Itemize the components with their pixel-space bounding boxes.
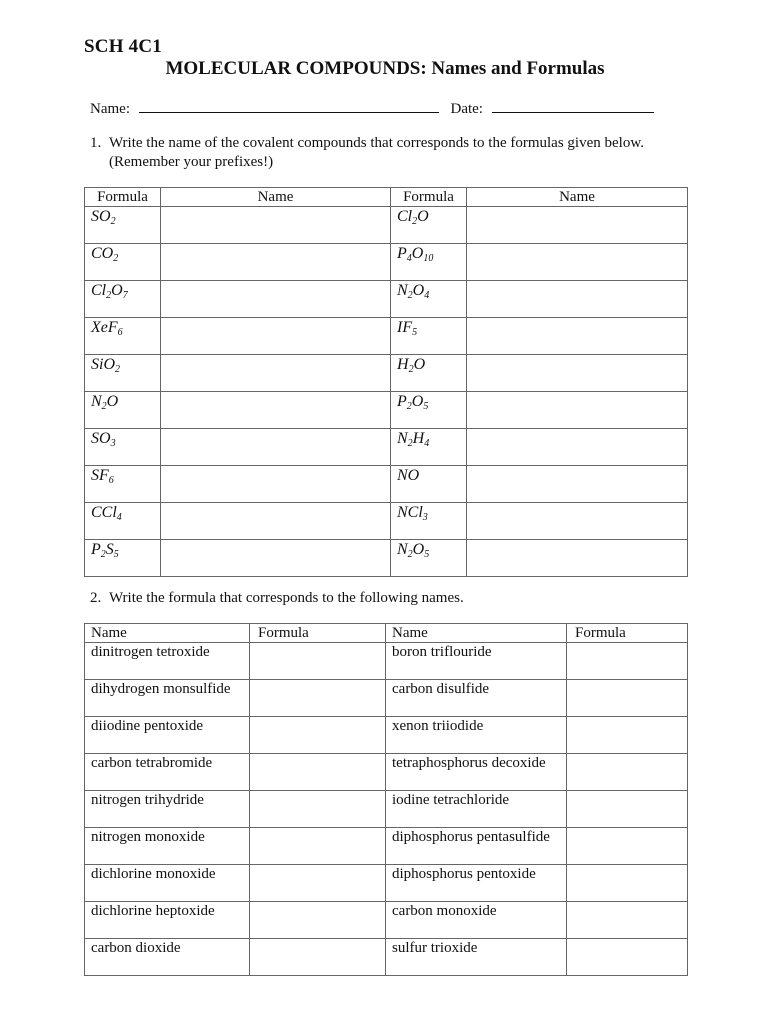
column-header: Name [161,188,391,207]
table-header-row [85,188,688,207]
compound-name-cell: dinitrogen tetroxide [85,643,250,680]
compound-name-cell: nitrogen trihydride [85,791,250,828]
question-2 [90,589,464,608]
formula-cell: $CO_2$ [85,244,161,281]
date-label: Date: [450,101,483,117]
compound-name-cell: diphosphorus pentoxide [386,865,567,902]
column-header: Formula [567,624,688,643]
formula-to-name-table [84,187,688,577]
formula-answer-cell[interactable] [250,902,386,939]
formula-answer-cell[interactable] [567,754,688,791]
formula-answer-cell[interactable] [567,680,688,717]
formula-answer-cell[interactable] [250,791,386,828]
compound-name-cell: dihydrogen monsulfide [85,680,250,717]
compound-name-cell: tetraphosphorus decoxide [386,754,567,791]
formula-answer-cell[interactable] [567,717,688,754]
formula-answer-cell[interactable] [250,680,386,717]
column-header: Name [85,624,250,643]
name-answer-cell[interactable] [161,392,391,429]
table-row [85,939,688,976]
formula-answer-cell[interactable] [250,754,386,791]
name-answer-cell[interactable] [467,355,688,392]
formula-answer-cell[interactable] [250,939,386,976]
name-answer-cell[interactable] [161,281,391,318]
compound-name-cell: sulfur trioxide [386,939,567,976]
name-answer-cell[interactable] [467,207,688,244]
table-row [85,429,688,466]
formula-answer-cell[interactable] [567,902,688,939]
question-1-text: Write the name of the covalent compounds that corresponds to the formulas given below. [109,135,644,151]
table-row [85,865,688,902]
table-row [85,503,688,540]
table-row [85,318,688,355]
compound-name-cell: carbon disulfide [386,680,567,717]
formula-cell: XeF$_6$ [85,318,161,355]
formula-answer-cell[interactable] [250,643,386,680]
formula-answer-cell[interactable] [567,643,688,680]
question-1 [90,134,644,172]
formula-cell: $H_2O$ [391,355,467,392]
compound-name-cell: carbon monoxide [386,902,567,939]
column-header: Name [467,188,688,207]
compound-name-cell: nitrogen monoxide [85,828,250,865]
formula-cell: $SF_6$ [85,466,161,503]
formula-answer-cell[interactable] [250,865,386,902]
question-1-number: 1. [90,135,102,151]
formula-cell: $IF_5$ [391,318,467,355]
column-header: Formula [250,624,386,643]
column-header: Formula [85,188,161,207]
formula-cell: $N_2H_4$ [391,429,467,466]
formula-cell: $Cl_2O_7$ [85,281,161,318]
name-answer-cell[interactable] [467,466,688,503]
name-answer-cell[interactable] [161,503,391,540]
formula-cell: $N_2O_4$ [391,281,467,318]
column-header: Formula [391,188,467,207]
name-answer-cell[interactable] [467,392,688,429]
table-row [85,754,688,791]
worksheet-title: MOLECULAR COMPOUNDS: Names and Formulas [165,58,605,79]
table-row [85,680,688,717]
compound-name-cell: diphosphorus pentasulfide [386,828,567,865]
name-answer-cell[interactable] [161,540,391,577]
compound-name-cell: diiodine pentoxide [85,717,250,754]
formula-cell: $SO_3$ [85,429,161,466]
name-date-line [90,99,654,118]
table-row [85,643,688,680]
name-answer-cell[interactable] [467,244,688,281]
compound-name-cell: carbon tetrabromide [85,754,250,791]
table-row [85,355,688,392]
formula-cell: CCl$_4$ [85,503,161,540]
compound-name-cell: xenon triiodide [386,717,567,754]
table-row [85,717,688,754]
date-blank[interactable] [492,99,654,113]
formula-answer-cell[interactable] [567,791,688,828]
name-answer-cell[interactable] [467,281,688,318]
formula-cell: NCl$_3$ [391,503,467,540]
name-answer-cell[interactable] [161,466,391,503]
table-row [85,828,688,865]
table-row [85,791,688,828]
question-2-text: Write the formula that corresponds to the following names. [109,590,464,606]
table-row [85,902,688,939]
table-row [85,466,688,503]
table-row [85,392,688,429]
formula-cell: $P_4O_{10}$ [391,244,467,281]
formula-cell: NO [391,466,467,503]
formula-cell: $N_2O$ [85,392,161,429]
formula-cell: $P_2S_5$ [85,540,161,577]
name-label: Name: [90,101,130,117]
table-row [85,207,688,244]
table-row [85,244,688,281]
formula-answer-cell[interactable] [567,828,688,865]
compound-name-cell: dichlorine monoxide [85,865,250,902]
name-answer-cell[interactable] [161,355,391,392]
course-code: SCH 4C1 [84,36,162,57]
formula-answer-cell[interactable] [250,828,386,865]
name-answer-cell[interactable] [467,429,688,466]
name-answer-cell[interactable] [161,429,391,466]
formula-cell: $P_2O_5$ [391,392,467,429]
formula-answer-cell[interactable] [567,865,688,902]
name-answer-cell[interactable] [467,540,688,577]
name-answer-cell[interactable] [161,207,391,244]
formula-answer-cell[interactable] [567,939,688,976]
name-blank[interactable] [139,99,439,113]
question-2-number: 2. [90,590,102,606]
column-header: Name [386,624,567,643]
name-answer-cell[interactable] [467,318,688,355]
compound-name-cell: boron triflouride [386,643,567,680]
formula-cell: $SO_2$ [85,207,161,244]
table-header-row [85,624,688,643]
formula-answer-cell[interactable] [250,717,386,754]
name-answer-cell[interactable] [161,318,391,355]
name-answer-cell[interactable] [161,244,391,281]
table-row [85,540,688,577]
formula-cell: $N_2O_5$ [391,540,467,577]
formula-cell: SiO$_2$ [85,355,161,392]
compound-name-cell: iodine tetrachloride [386,791,567,828]
compound-name-cell: dichlorine heptoxide [85,902,250,939]
table-row [85,281,688,318]
name-answer-cell[interactable] [467,503,688,540]
name-to-formula-table [84,623,688,976]
compound-name-cell: carbon dioxide [85,939,250,976]
formula-cell: $Cl_2O$ [391,207,467,244]
question-1-note: (Remember your prefixes!) [109,154,274,170]
